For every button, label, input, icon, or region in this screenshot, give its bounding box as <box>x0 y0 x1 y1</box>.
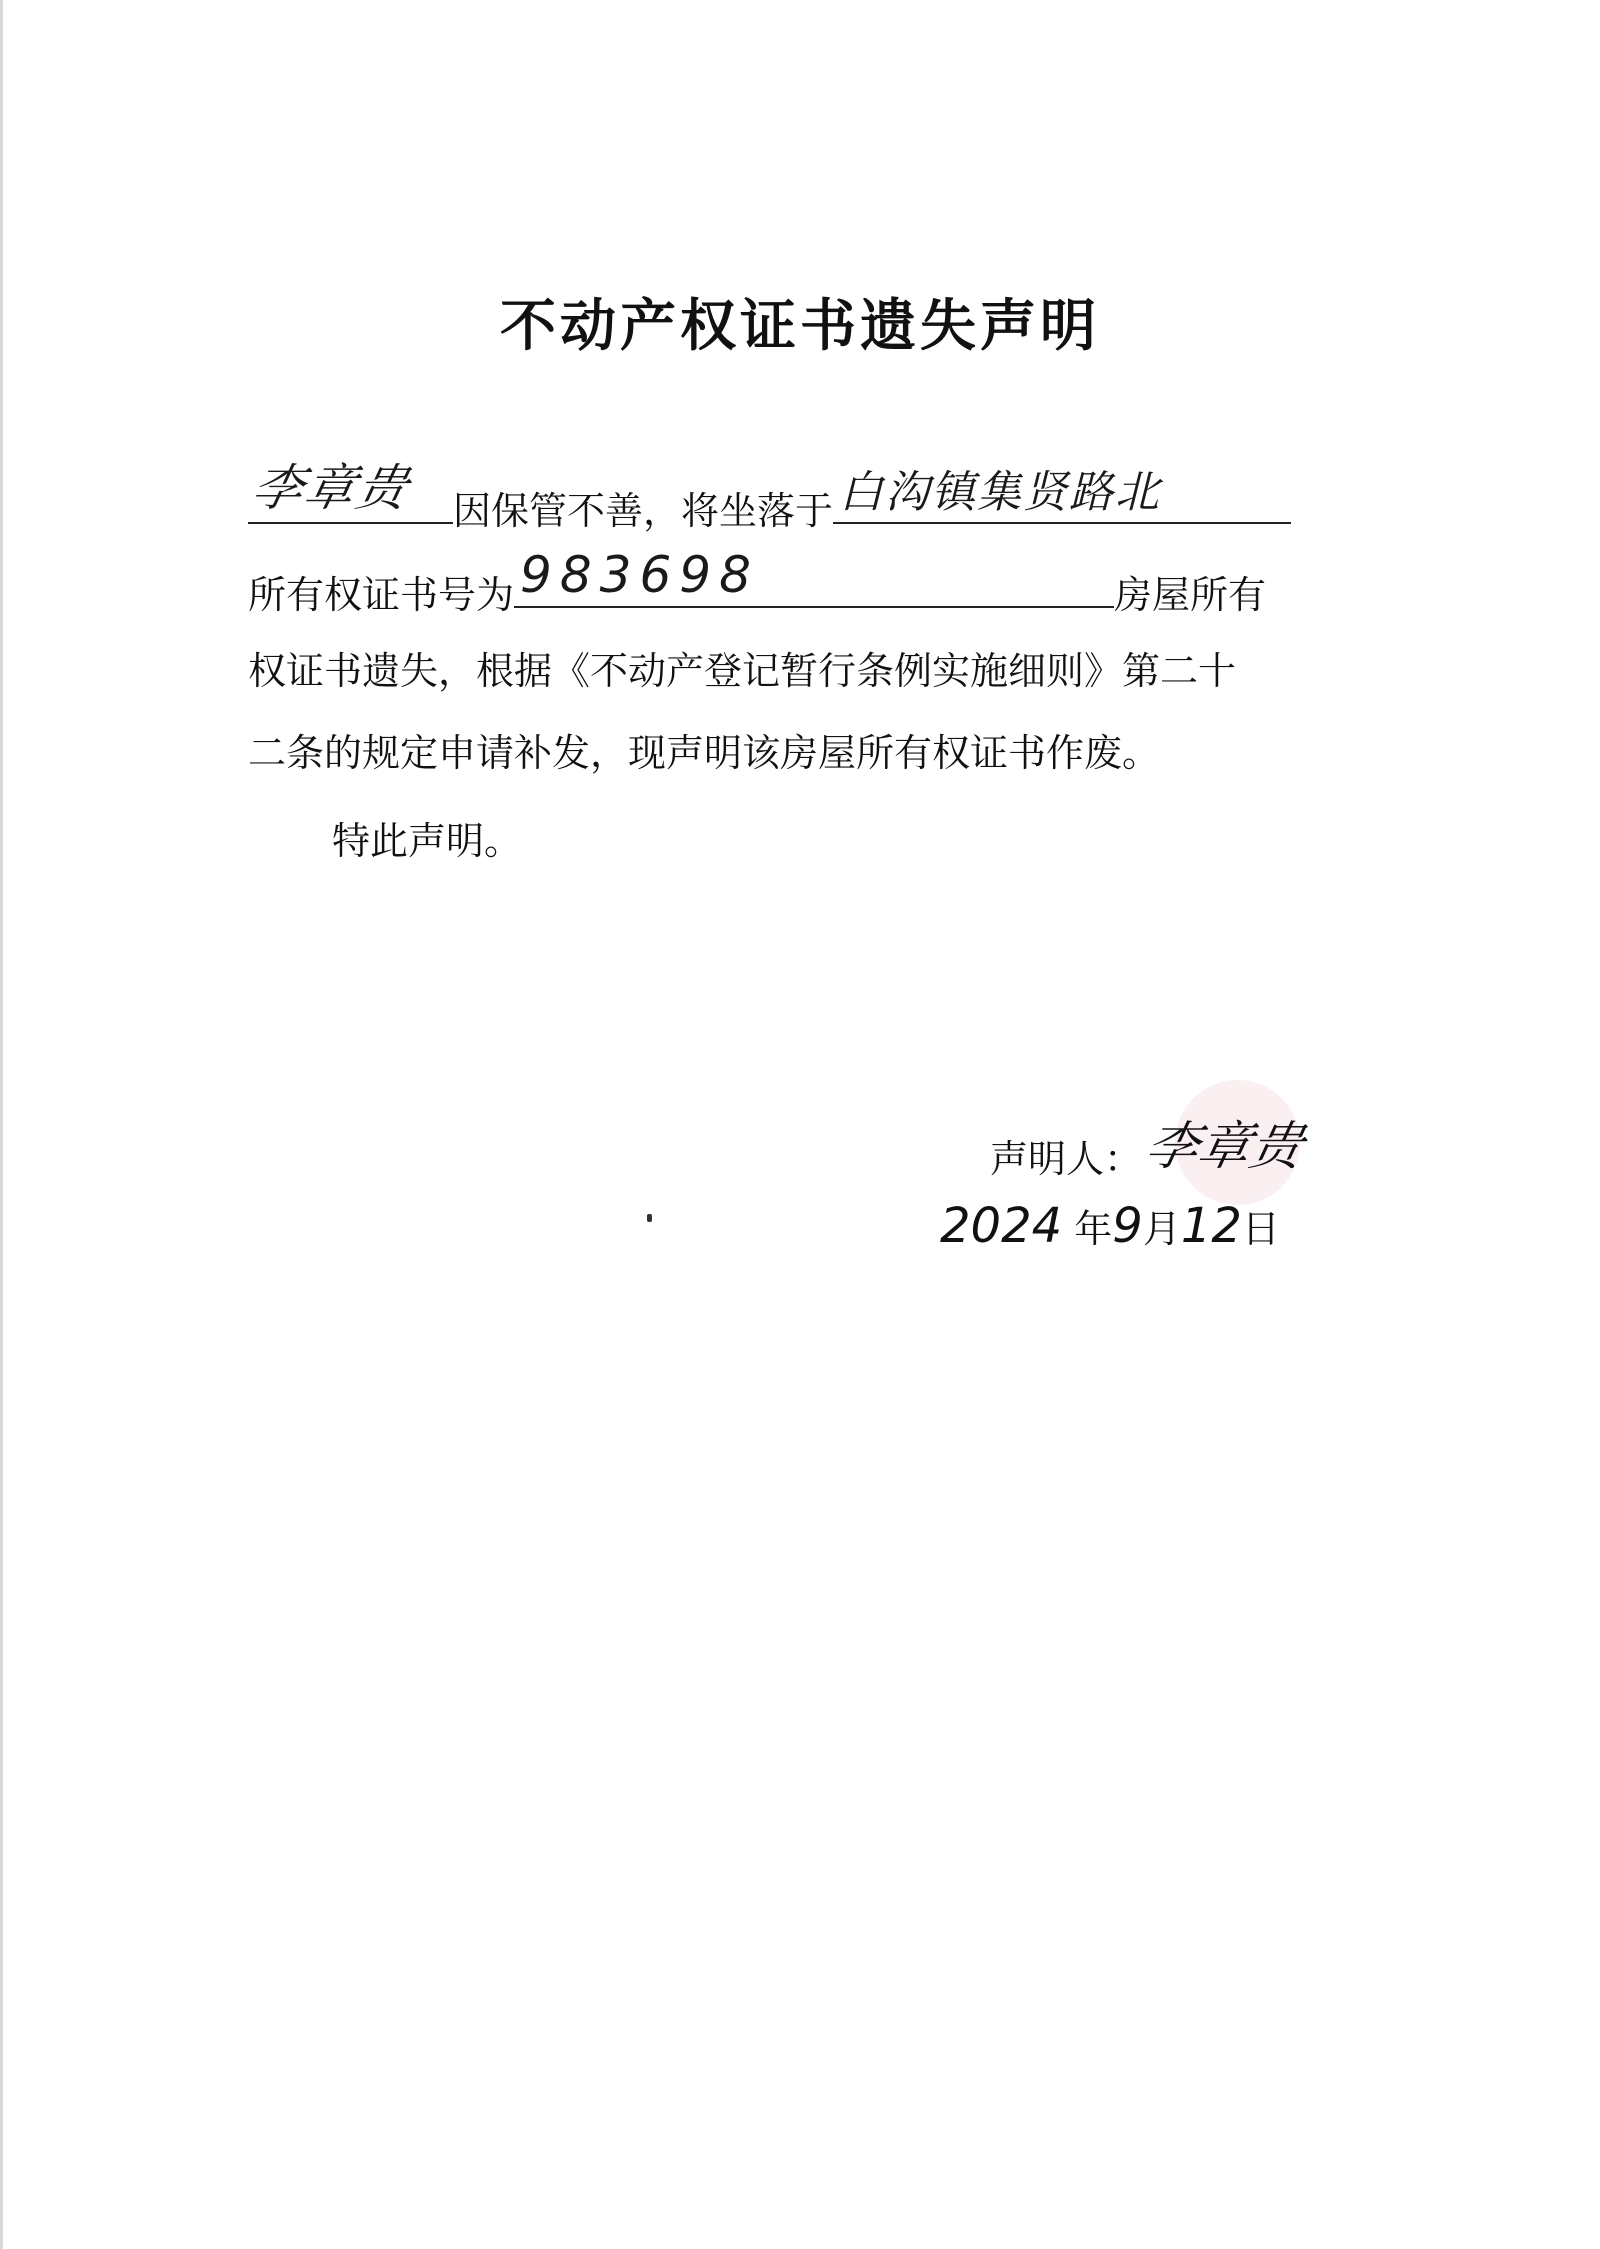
paragraph-line-3 <box>248 640 1236 695</box>
location-field <box>833 468 1291 524</box>
paragraph-line-4 <box>248 722 1160 777</box>
declaration-date <box>940 1198 1280 1254</box>
closing-text: 特此声明。 <box>332 819 523 863</box>
owner-name-handwritten: 李章贵 <box>246 459 416 517</box>
document-title: 不动产权证书遗失声明 <box>500 293 1100 359</box>
text-segment-4: 权证书遗失，根据《不动产登记暂行条例实施细则》第二十 <box>248 649 1237 693</box>
declarant-signature: 李章贵 <box>1140 1117 1309 1177</box>
date-year-label: 年 <box>1074 1207 1113 1251</box>
date-month: 9 <box>1112 1198 1143 1254</box>
paragraph-line-1 <box>246 459 1291 535</box>
declarant-label: 声明人： <box>990 1137 1143 1181</box>
date-month-label: 月 <box>1142 1207 1181 1251</box>
text-segment-3: 房屋所有 <box>1114 573 1267 617</box>
date-year: 2024 <box>940 1198 1063 1254</box>
scan-speck <box>647 1214 652 1222</box>
closing-line <box>332 810 522 865</box>
paragraph-line-2 <box>248 546 1267 619</box>
certificate-number-field <box>514 546 1114 608</box>
certificate-number-handwritten: 983698 <box>520 546 759 604</box>
location-handwritten: 白沟镇集贤路北 <box>839 467 1162 518</box>
text-segment-1: 因保管不善，将坐落于 <box>453 489 834 533</box>
date-day: 12 <box>1180 1198 1242 1254</box>
date-day-label: 日 <box>1241 1207 1280 1251</box>
text-segment-2: 所有权证书号为 <box>248 573 515 617</box>
text-segment-5: 二条的规定申请补发，现声明该房屋所有权证书作废。 <box>248 731 1161 775</box>
declarant-line <box>990 1112 1309 1187</box>
owner-name-field <box>246 459 453 524</box>
